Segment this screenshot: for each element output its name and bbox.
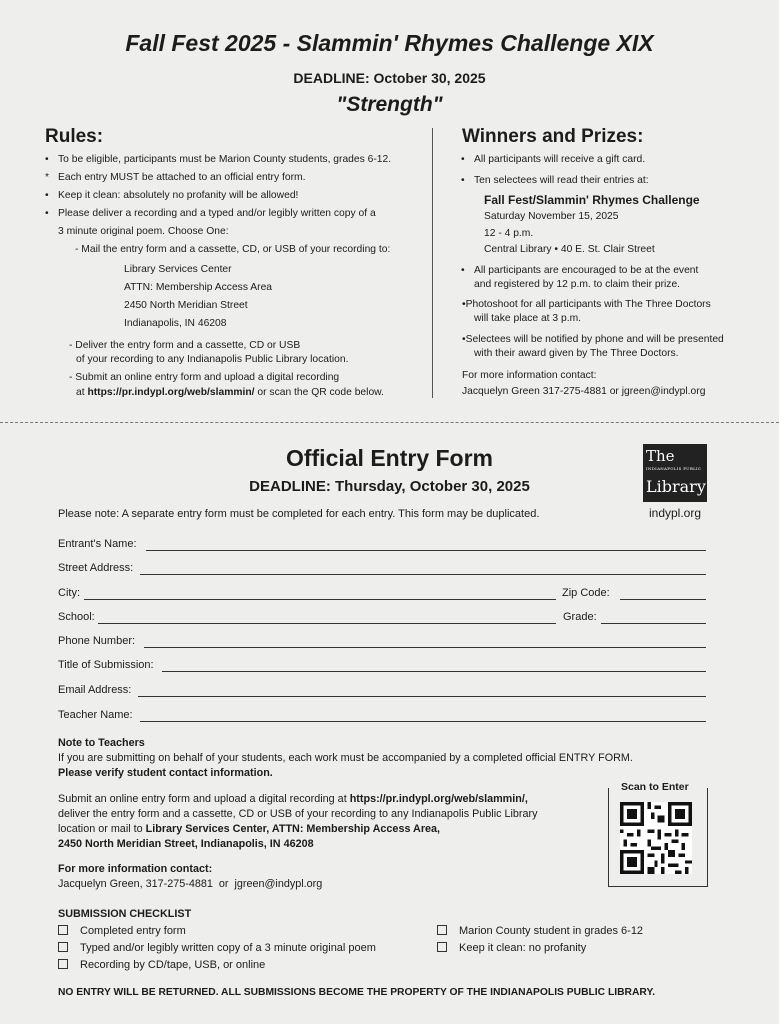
prize-item: will take place at 3 p.m.	[474, 313, 582, 324]
city-field[interactable]	[84, 599, 556, 600]
address-line: Library Services Center	[124, 264, 232, 275]
checklist-heading: SUBMISSION CHECKLIST	[58, 908, 192, 920]
prize-item: and registered by 12 p.m. to claim their prize.	[474, 279, 681, 290]
city-label: City:	[58, 587, 80, 599]
email-label: Email Address:	[58, 684, 132, 696]
rule-item: • Keep it clean: absolutely no profanity will be allowed!	[45, 190, 299, 201]
checklist-item: Typed and/or legibly written copy of a 3 minute original poem	[58, 942, 376, 954]
cut-line	[0, 422, 779, 423]
submit-section: Submit an online entry form and upload a digital recording at https://pr.indypl.org/web/slammin/, deliver the entry form and a cassette, CD or USB of your recording to any Indianapolis Public Library location or mail to Library Services Center, ATTN: Membership Access Area, 2450 North Meridian Street, Indianapolis, IN 46208	[58, 793, 538, 850]
school-label: School:	[58, 611, 95, 623]
event-date: Saturday November 15, 2025	[484, 211, 619, 222]
checkbox[interactable]	[437, 925, 447, 935]
contact-label: For more information contact:	[462, 370, 597, 381]
grade-field[interactable]	[601, 623, 706, 624]
event-place: Central Library • 40 E. St. Clair Street	[484, 244, 655, 255]
submit-line: at https://pr.indypl.org/web/slammin/ or scan the QR code below.	[76, 387, 384, 398]
name-field[interactable]	[146, 550, 706, 551]
teachers-section	[58, 736, 633, 781]
rule-item: • To be eligible, participants must be Marion County students, grades 6-12.	[45, 154, 392, 165]
prize-item: with their award given by The Three Doctors.	[474, 348, 679, 359]
teacher-label: Teacher Name:	[58, 709, 133, 721]
address-line: Indianapolis, IN 46208	[124, 318, 227, 329]
teachers-verify: Please verify student contact information.	[58, 767, 273, 779]
rules-heading: Rules:	[45, 126, 104, 147]
rule-item: - Mail the entry form and a cassette, CD, or USB of your recording to:	[75, 244, 391, 255]
checkbox[interactable]	[58, 959, 68, 969]
contact-section	[58, 862, 322, 892]
prizes-list	[461, 154, 774, 405]
checklist-item: Marion County student in grades 6-12	[437, 925, 643, 937]
form-note: Please note: A separate entry form must be completed for each entry. This form may be duplicated.	[58, 508, 540, 520]
qr-code-icon[interactable]	[620, 802, 692, 874]
checklist-item: Keep it clean: no profanity	[437, 942, 586, 954]
scan-to-enter-label: Scan to Enter	[618, 781, 692, 793]
grade-label: Grade:	[563, 611, 597, 623]
teacher-field[interactable]	[140, 721, 706, 722]
name-label: Entrant's Name:	[58, 538, 137, 550]
rule-item: 3 minute original poem. Choose One:	[58, 226, 229, 237]
prizes-heading: Winners and Prizes:	[462, 126, 644, 147]
rule-item: * Each entry MUST be attached to an official entry form.	[45, 172, 306, 183]
deliver-line: of your recording to any Indianapolis Public Library location.	[76, 354, 349, 365]
teachers-text: If you are submitting on behalf of your students, each work must be accompanied by a completed official ENTRY FORM.	[58, 752, 633, 764]
submit-url-link[interactable]: https://pr.indypl.org/web/slammin/	[87, 387, 255, 398]
school-field[interactable]	[98, 623, 556, 624]
zip-label: Zip Code:	[562, 587, 610, 599]
form-deadline: DEADLINE: Thursday, October 30, 2025	[249, 478, 530, 495]
contact-text: Jacquelyn Green, 317-275-4881 or jgreen@indypl.org	[58, 878, 323, 890]
submit-url-link[interactable]: https://pr.indypl.org/web/slammin/,	[349, 793, 528, 805]
teachers-heading: Note to Teachers	[58, 737, 145, 749]
footer-notice: NO ENTRY WILL BE RETURNED. ALL SUBMISSIONS BECOME THE PROPERTY OF THE INDIANAPOLIS PUBLIC LIBRARY.	[58, 987, 656, 998]
checkbox[interactable]	[58, 942, 68, 952]
prize-item: • All participants are encouraged to be at the event	[461, 265, 699, 276]
zip-field[interactable]	[620, 599, 706, 600]
checkbox[interactable]	[58, 925, 68, 935]
prize-item: •Photoshoot for all participants with The Three Doctors	[462, 299, 711, 310]
rule-item: • Please deliver a recording and a typed and/or legibly written copy of a	[45, 208, 376, 219]
rules-list	[45, 154, 428, 405]
form-title: Official Entry Form	[285, 445, 494, 471]
email-field[interactable]	[138, 696, 706, 697]
event-time: 12 - 4 p.m.	[484, 228, 534, 239]
contact-heading: For more information contact:	[58, 863, 213, 875]
event-name: Fall Fest/Slammin' Rhymes Challenge	[484, 193, 700, 207]
street-field[interactable]	[140, 574, 706, 575]
page-title: Fall Fest 2025 - Slammin' Rhymes Challenge XIX	[125, 30, 654, 56]
phone-label: Phone Number:	[58, 635, 136, 647]
deliver-line: - Deliver the entry form and a cassette, CD or USB	[69, 340, 301, 351]
logo-url: indypl.org	[648, 506, 702, 520]
header-deadline: DEADLINE: October 30, 2025	[293, 70, 486, 86]
submit-line: - Submit an online entry form and upload a digital recording	[69, 372, 340, 383]
phone-field[interactable]	[144, 647, 706, 648]
submission-title-field[interactable]	[162, 671, 706, 672]
prize-item: •Selectees will be notified by phone and will be presented	[462, 334, 724, 345]
column-divider	[432, 128, 433, 398]
checklist-item: Recording by CD/tape, USB, or online	[58, 959, 265, 971]
checkbox[interactable]	[437, 942, 447, 952]
address-line: 2450 North Meridian Street	[124, 300, 248, 311]
prize-item: • All participants will receive a gift card.	[461, 154, 646, 165]
contact-info: Jacquelyn Green 317-275-4881 or jgreen@indypl.org	[462, 386, 706, 397]
checklist-item: Completed entry form	[58, 925, 186, 937]
prize-item: • Ten selectees will read their entries at:	[461, 175, 649, 186]
street-label: Street Address:	[58, 562, 134, 574]
theme-title: "Strength"	[336, 93, 443, 116]
library-logo: The INDIANAPOLIS PUBLIC Library	[643, 444, 707, 502]
address-line: ATTN: Membership Access Area	[124, 282, 273, 293]
submission-title-label: Title of Submission:	[58, 659, 154, 671]
